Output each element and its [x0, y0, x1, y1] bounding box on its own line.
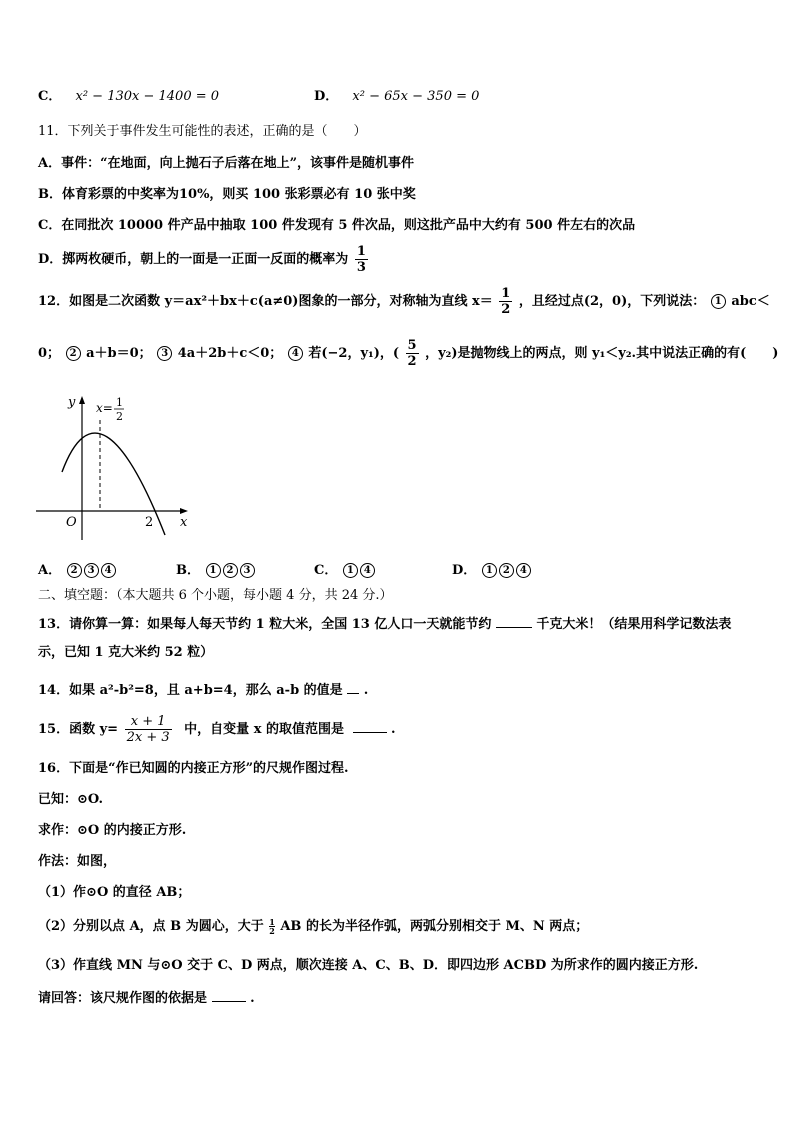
root-label: 2 [145, 515, 154, 530]
q16-step-1: （1）作⊙O 的直径 AB； [38, 885, 191, 900]
circled-number: 1 [206, 563, 221, 578]
q15-text: 15．函数 y= [38, 722, 119, 737]
fraction-numerator: x + 1 [125, 714, 172, 730]
q13-text: 13．请你算一算：如果每人每天节约 1 粒大米，全国 13 亿人口一天就能节约 [38, 617, 492, 632]
q16-known: 已知：⊙O. [38, 792, 103, 807]
q12-text: 0； [38, 346, 61, 361]
function-fraction [125, 714, 172, 745]
q14-text: 14．如果 a²-b²=8，且 a+b=4，那么 a-b 的值是 [38, 683, 343, 698]
answer-blank[interactable] [347, 680, 359, 694]
q12-text: 4a＋2b＋c＜0； [177, 346, 283, 361]
circled-number: 4 [101, 563, 116, 578]
q12-option-d [452, 562, 532, 580]
option-label: B． [176, 563, 200, 578]
option-label: D． [314, 89, 339, 104]
option-label: A． [38, 563, 62, 578]
circled-number: 2 [223, 563, 238, 578]
answer-blank[interactable] [496, 614, 532, 628]
circled-number: 2 [499, 563, 514, 578]
axis-equation-denominator: 2 [116, 410, 123, 423]
circled-number: 3 [240, 563, 255, 578]
fraction-denominator: 2x + 3 [126, 730, 170, 745]
q16-step-3: （3）作直线 MN 与⊙O 交于 C、D 两点，顺次连接 A、C、B、D．即四边形 ACBD 为所求作的圆内接正方形. [38, 958, 699, 973]
q12-option-a [38, 562, 117, 580]
circled-number: 1 [482, 563, 497, 578]
fraction-denominator: 2 [501, 302, 511, 317]
answer-blank[interactable] [212, 988, 246, 1002]
y-axis-label: y [68, 395, 76, 410]
q16-text: . [250, 991, 255, 1006]
q15-text: 中，自变量 x 的取值范围是 [184, 722, 344, 737]
option-label: D． [452, 563, 477, 578]
q11-option-a: A．事件：“在地面，向上抛石子后落在地上”，该事件是随机事件 [38, 156, 415, 171]
fraction-denominator: 2 [269, 926, 275, 936]
q10-option-d [314, 88, 479, 106]
fraction-denominator: 2 [407, 354, 417, 369]
q15-text: . [391, 722, 396, 737]
fraction-denominator: 3 [356, 260, 366, 275]
q13-line-2: 示，已知 1 克大米约 52 粒） [38, 645, 214, 660]
q10-option-c [38, 88, 219, 106]
option-label: C． [38, 89, 62, 104]
q12-text: a＋b＝0； [86, 346, 152, 361]
q16-ask: 求作：⊙O 的内接正方形. [38, 823, 187, 838]
circled-number: 2 [66, 346, 81, 361]
parabola-figure [30, 390, 200, 550]
x-axis-arrow [180, 508, 188, 514]
q13-line-1 [38, 614, 731, 634]
q12-line-2 [38, 338, 778, 369]
fraction-numerator: 5 [407, 338, 417, 353]
y-axis-arrow [79, 396, 85, 404]
circled-number: 4 [288, 346, 303, 361]
q12-text: ，y₂)是抛物线上的两点，则 y₁＜y₂.其中说法正确的有( ) [425, 346, 779, 361]
q12-line-1 [38, 286, 770, 317]
q11-stem: 11．下列关于事件发生可能性的表述，正确的是（ ） [38, 124, 367, 139]
q14-text: . [363, 683, 369, 698]
q12-option-c [314, 562, 376, 580]
circled-number: 4 [360, 563, 375, 578]
circled-number: 3 [84, 563, 99, 578]
q11-option-b: B．体育彩票的中奖率为10%，则买 100 张彩票必有 10 张中奖 [38, 187, 416, 202]
fraction-numerator: 1 [356, 244, 366, 259]
q12-text: ，且经过点(2，0)，下列说法： [518, 294, 706, 309]
answer-blank[interactable] [353, 719, 387, 733]
fraction-numerator: 1 [269, 917, 275, 927]
half-fraction [269, 918, 275, 935]
q16-step-2 [38, 918, 588, 936]
circled-number: 4 [516, 563, 531, 578]
x-axis-label: x [180, 515, 188, 530]
option-expression: x² − 65x − 350 = 0 [352, 89, 480, 104]
q16-stem: 16．下面是“作已知圆的内接正方形”的尺规作图过程. [38, 761, 349, 776]
axis-equation-label: x= [96, 401, 113, 415]
option-label: C． [314, 563, 338, 578]
fraction [355, 244, 368, 275]
axis-equation-numerator: 1 [116, 396, 123, 409]
q14 [38, 680, 368, 700]
q12-text: 若(−2，y₁)，( [308, 346, 400, 361]
circled-number: 2 [67, 563, 82, 578]
origin-label: O [66, 515, 77, 530]
option-expression: x² − 130x − 1400 = 0 [75, 89, 220, 104]
q16-text: 请回答：该尺规作图的依据是 [38, 991, 208, 1006]
fraction-numerator: 1 [501, 286, 511, 301]
q11-option-d [38, 244, 370, 275]
q15 [38, 714, 396, 745]
section-heading: 二、填空题：（本大题共 6 个小题，每小题 4 分，共 24 分.） [38, 588, 393, 603]
q12-text: 12．如图是二次函数 y＝ax²＋bx＋c(a≠0)图象的一部分，对称轴为直线 x＝ [38, 294, 493, 309]
q16-text: （2）分别以点 A，点 B 为圆心，大于 [38, 919, 264, 934]
q16-method: 作法：如图， [38, 854, 117, 869]
point-fraction [406, 338, 419, 369]
option-text: D．掷两枚硬币，朝上的一面是一正面一反面的概率为 [38, 252, 349, 267]
q12-text: abc＜ [731, 294, 770, 309]
q16-answer [38, 988, 255, 1008]
axis-fraction [499, 286, 512, 317]
circled-number: 1 [711, 294, 726, 309]
circled-number: 3 [157, 346, 172, 361]
q16-text: AB 的长为半径作弧，两弧分别相交于 M、N 两点； [280, 919, 589, 934]
q12-option-b [176, 562, 256, 580]
q11-option-c: C．在同批次 10000 件产品中抽取 100 件发现有 5 件次品，则这批产品中大约有 500 件左右的次品 [38, 218, 636, 233]
q13-text: 千克大米！（结果用科学记数法表 [536, 617, 732, 632]
circled-number: 1 [343, 563, 358, 578]
